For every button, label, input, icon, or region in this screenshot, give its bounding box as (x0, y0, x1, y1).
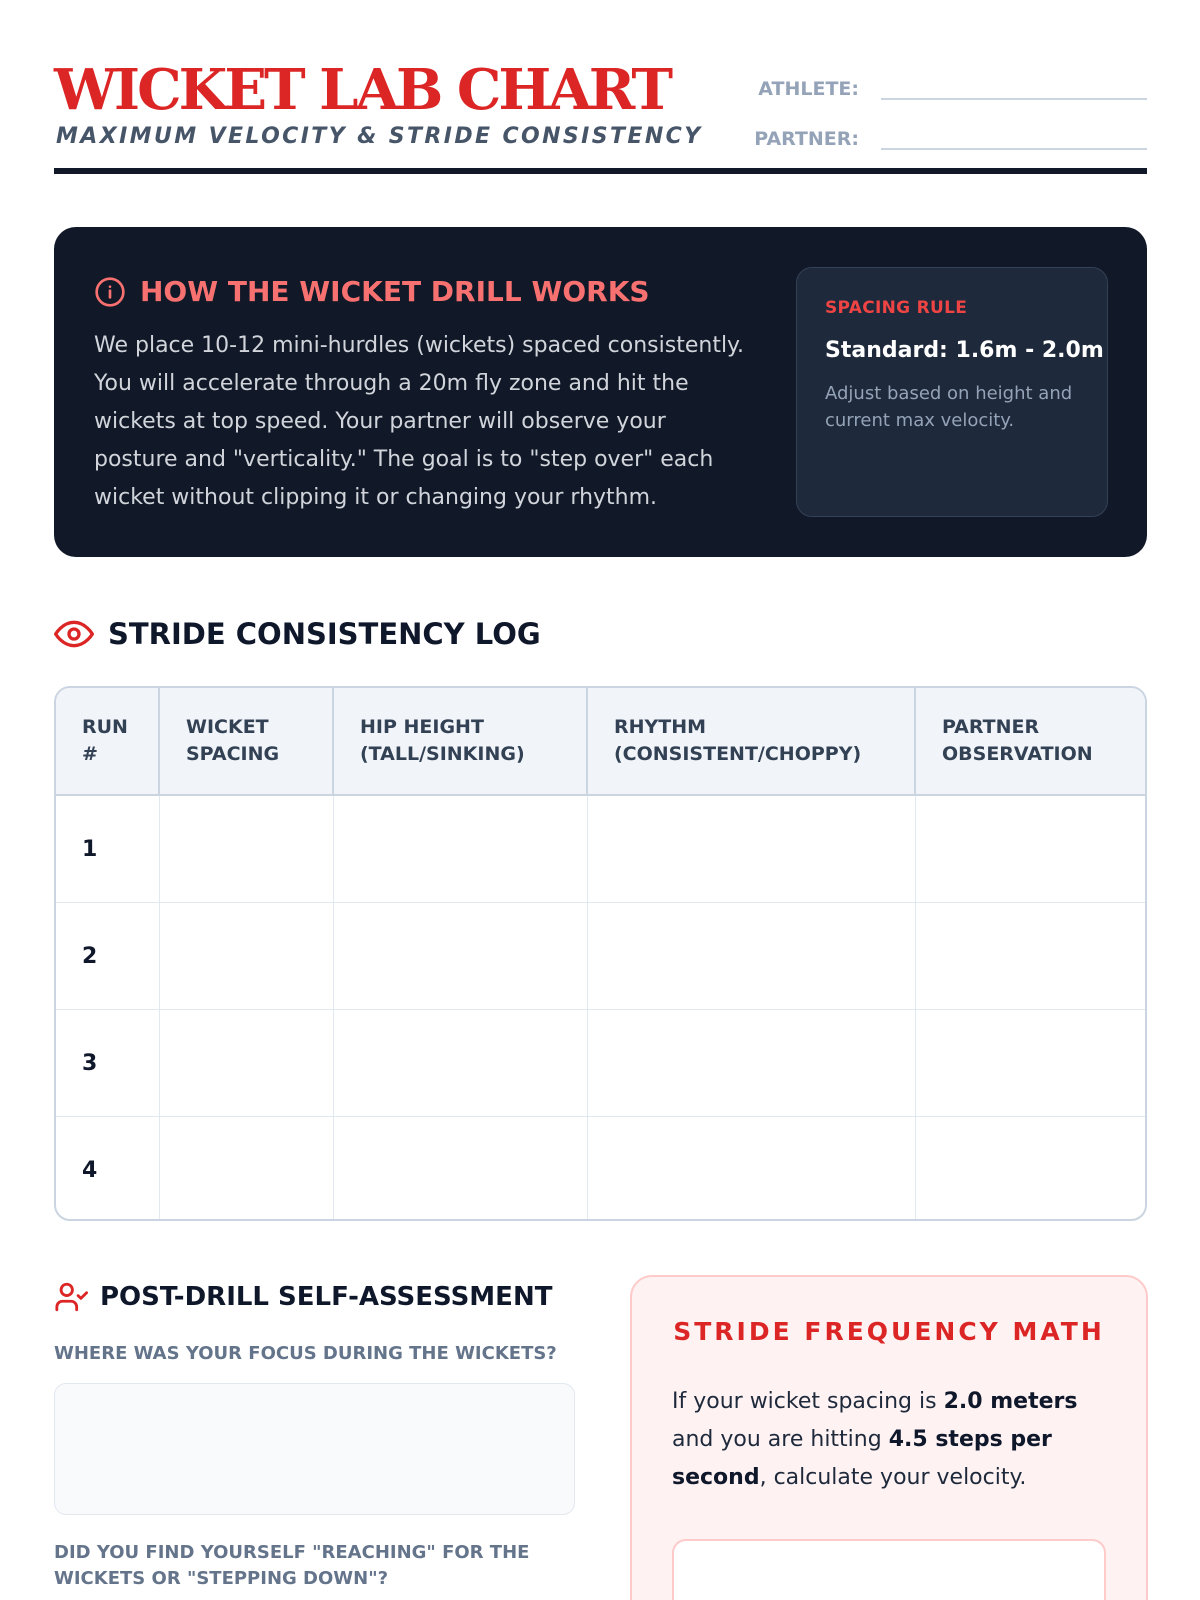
column-header-label: RHYTHM (CONSISTENT/CHOPPY) (614, 716, 862, 765)
rhythm-cell[interactable] (588, 1117, 916, 1221)
stride-log-table (54, 686, 1147, 1221)
column-header (916, 688, 1145, 794)
partner-observation-cell[interactable] (916, 796, 1145, 902)
column-header-label: PARTNER OBSERVATION (942, 716, 1093, 765)
stride-math-title: STRIDE FREQUENCY MATH (673, 1317, 1105, 1346)
column-header (56, 688, 160, 794)
drill-info-heading (94, 275, 650, 308)
focus-question-label: WHERE WAS YOUR FOCUS DURING THE WICKETS? (54, 1343, 557, 1364)
run-number-cell (56, 903, 160, 1009)
run-number: 3 (82, 1050, 98, 1076)
page-header (54, 58, 1147, 174)
run-number-cell (56, 796, 160, 902)
column-header (588, 688, 916, 794)
run-number: 4 (82, 1158, 98, 1183)
table-row (56, 903, 1145, 1010)
table-header-row (56, 688, 1145, 796)
hip-height-cell[interactable] (334, 903, 588, 1009)
self-assessment-heading (54, 1280, 552, 1314)
info-circle-icon (94, 276, 126, 308)
stride-math-prompt (672, 1383, 1112, 1497)
stride-math-card (630, 1275, 1148, 1600)
drill-info-panel (54, 227, 1147, 557)
rhythm-cell[interactable] (588, 903, 916, 1009)
drill-info-body: We place 10-12 mini-hurdles (wickets) spaced consistently. You will accelerate through a 20m fly zone and hit the wickets at top speed. Your partner will observe your posture and "verticality." The goal is to "step over" each wicket without clipping it or changing your rhythm. (94, 333, 744, 510)
column-header-label: RUN # (82, 716, 128, 765)
rhythm-cell[interactable] (588, 1010, 916, 1116)
wicket-spacing-cell[interactable] (160, 1117, 334, 1221)
stride-math-text: , calculate your velocity. (759, 1465, 1027, 1490)
partner-input-line[interactable] (881, 130, 1147, 150)
stride-math-text: If your wicket spacing is (672, 1389, 944, 1414)
column-header-label: HIP HEIGHT (TALL/SINKING) (360, 716, 525, 765)
table-row (56, 1117, 1145, 1221)
partner-observation-cell[interactable] (916, 1010, 1145, 1116)
reaching-question-label: DID YOU FIND YOURSELF "REACHING" FOR THE WICKETS OR "STEPPING DOWN"? (54, 1542, 530, 1589)
run-number: 1 (82, 836, 98, 862)
run-number: 2 (82, 943, 98, 969)
self-assessment-title: POST-DRILL SELF-ASSESSMENT (100, 1282, 553, 1312)
stride-math-frequency: 4.5 steps per second (672, 1427, 1052, 1490)
hip-height-cell[interactable] (334, 1010, 588, 1116)
stride-log-title: STRIDE CONSISTENCY LOG (108, 617, 541, 651)
focus-answer-field[interactable] (54, 1383, 575, 1515)
page-subtitle: MAXIMUM VELOCITY & STRIDE CONSISTENCY (56, 124, 703, 149)
column-header (160, 688, 334, 794)
page-title: WICKET LAB CHART (54, 57, 670, 123)
user-check-icon (54, 1280, 88, 1314)
column-header (334, 688, 588, 794)
spacing-rule-label: SPACING RULE (825, 298, 968, 318)
wicket-spacing-cell[interactable] (160, 903, 334, 1009)
partner-observation-cell[interactable] (916, 1117, 1145, 1221)
stride-log-heading (54, 614, 541, 654)
column-header-label: WICKET SPACING (186, 716, 280, 765)
athlete-input-line[interactable] (881, 80, 1147, 100)
rhythm-cell[interactable] (588, 796, 916, 902)
drill-info-title: HOW THE WICKET DRILL WORKS (140, 275, 650, 308)
stride-math-spacing: 2.0 meters (943, 1389, 1078, 1414)
run-number-cell (56, 1117, 160, 1221)
table-row (56, 796, 1145, 903)
wicket-spacing-cell[interactable] (160, 1010, 334, 1116)
eye-icon (54, 614, 94, 654)
spacing-rule-value: Standard: 1.6m - 2.0m (825, 338, 1104, 363)
athlete-label: ATHLETE: (758, 78, 859, 100)
partner-label: PARTNER: (754, 128, 859, 150)
partner-observation-cell[interactable] (916, 903, 1145, 1009)
athlete-field (739, 70, 1147, 100)
stride-math-text: and you are hitting (672, 1427, 889, 1452)
run-number-cell (56, 1010, 160, 1116)
wicket-spacing-cell[interactable] (160, 796, 334, 902)
velocity-answer-field[interactable] (672, 1539, 1106, 1600)
partner-field (739, 120, 1147, 150)
hip-height-cell[interactable] (334, 796, 588, 902)
spacing-rule-card (796, 267, 1108, 517)
table-row (56, 1010, 1145, 1117)
hip-height-cell[interactable] (334, 1117, 588, 1221)
spacing-rule-note: Adjust based on height and current max velocity. (825, 383, 1073, 431)
